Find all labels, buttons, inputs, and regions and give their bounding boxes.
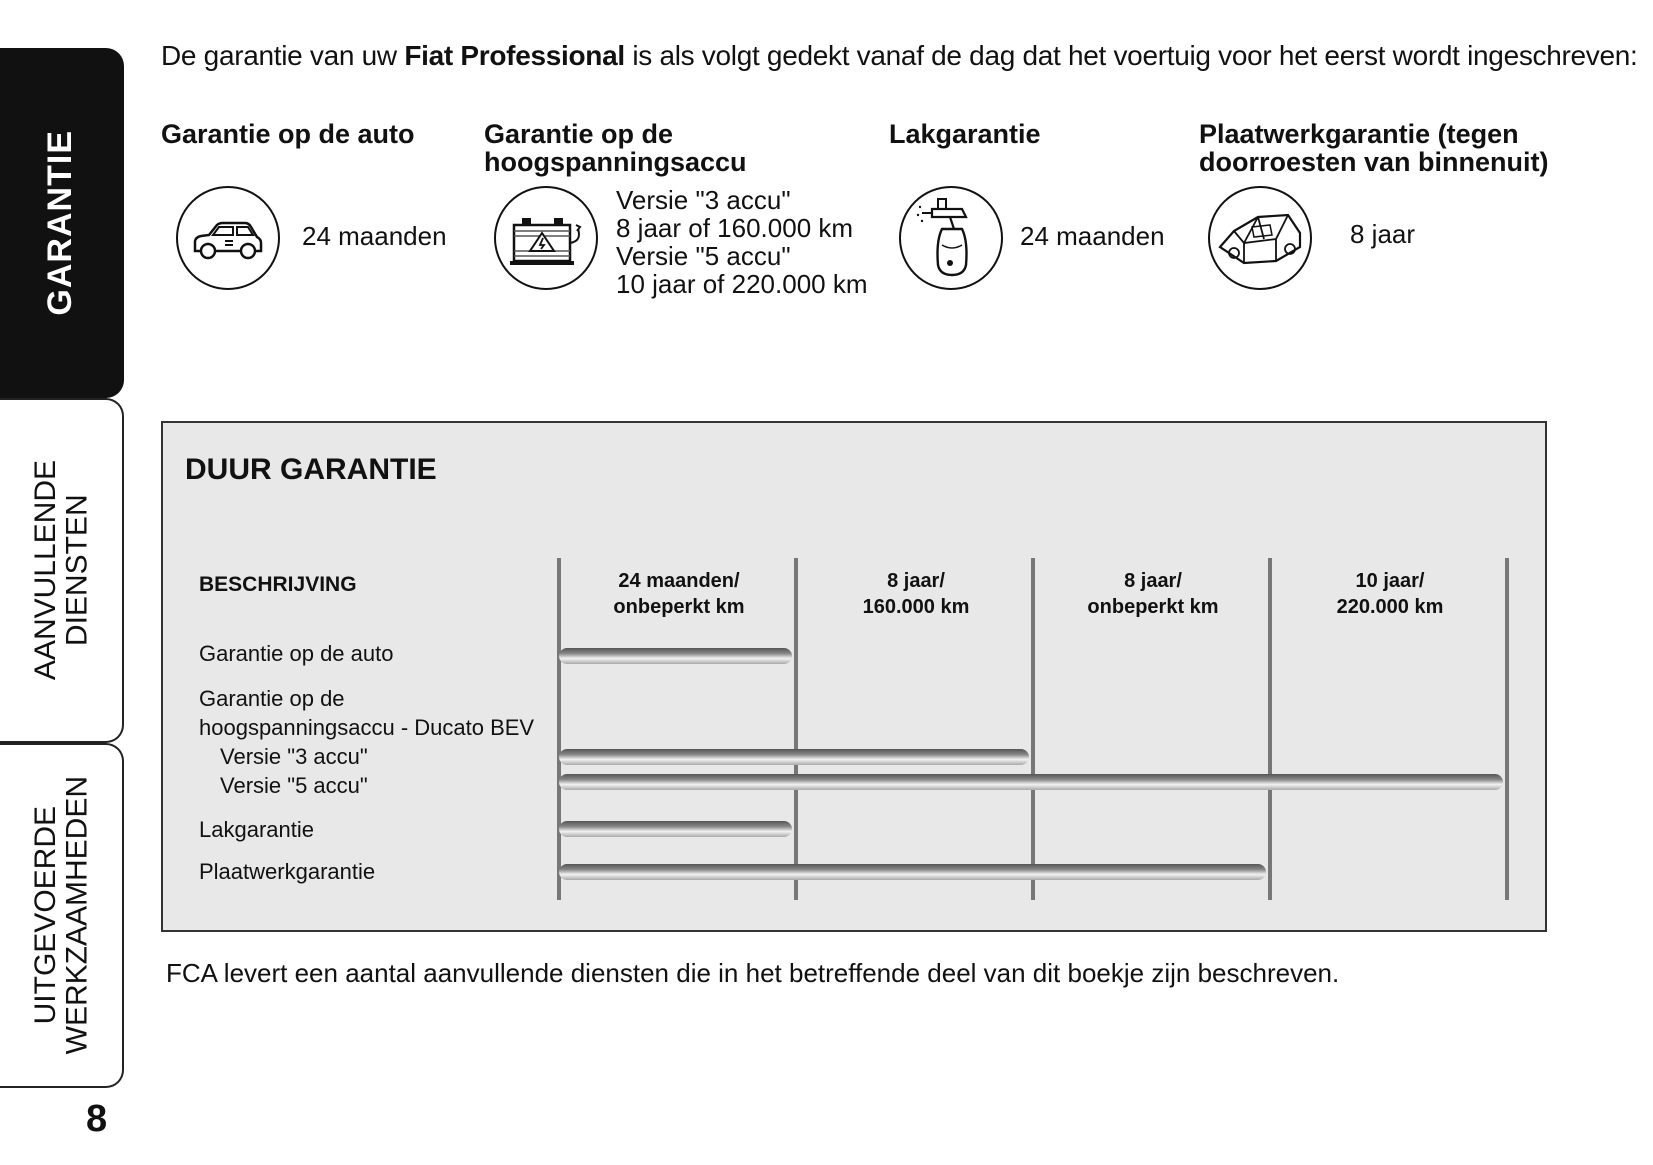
warranty-plaatwerk-value: 8 jaar	[1350, 219, 1416, 249]
tab-aanvullende-diensten-label: AANVULLENDE DIENSTEN	[28, 460, 93, 681]
footer-note: FCA levert een aantal aanvullende diensten die in het betreffende deel van dit boekje zijn beschreven.	[166, 958, 1340, 988]
tab-aanvullende-diensten[interactable]	[0, 398, 124, 743]
row-label-lakgarantie: Lakgarantie	[199, 817, 314, 842]
duration-title: DUUR GARANTIE	[185, 453, 437, 486]
duration-bar-auto	[559, 648, 792, 664]
tab-garantie[interactable]	[0, 48, 124, 398]
column-header: 8 jaar/ onbeperkt km	[1087, 570, 1219, 618]
warranty-lak	[889, 120, 1041, 148]
row-label-versie-3-accu: Versie "3 accu"	[220, 744, 368, 769]
column-header: 10 jaar/ 220.000 km	[1336, 570, 1444, 618]
spray-gun-icon	[899, 186, 1003, 290]
warranty-auto-value: 24 maanden	[302, 221, 447, 251]
column-header: 24 maanden/ onbeperkt km	[613, 570, 745, 618]
row-label-auto: Garantie op de auto	[199, 641, 394, 666]
column-header: 8 jaar/ 160.000 km	[862, 570, 970, 618]
warranty-plaatwerk	[1199, 120, 1549, 176]
battery-icon	[494, 186, 598, 290]
row-label-plaatwerkgarantie: Plaatwerkgarantie	[199, 859, 376, 884]
brand-name: Fiat Professional	[404, 40, 625, 71]
duration-table	[161, 421, 1547, 932]
row-label-versie-5-accu: Versie "5 accu"	[220, 773, 368, 798]
description-header: BESCHRIJVING	[199, 573, 357, 596]
warranty-lak-value: 24 maanden	[1020, 221, 1165, 251]
tab-garantie-label: GARANTIE	[41, 130, 80, 316]
warranty-hoogspanningsaccu	[484, 120, 747, 176]
warranty-hoogspanningsaccu-value: Versie "3 accu" 8 jaar of 160.000 km Versie "5 accu" 10 jaar of 220.000 km	[616, 185, 868, 299]
tab-uitgevoerde-werkzaamheden-label: UITGEVOERDE WERKZAAMHEDEN	[28, 776, 93, 1055]
intro-text: De garantie van uw Fiat Professional is als volgt gedekt vanaf de dag dat het voertuig voor het eerst wordt ingeschreven:	[161, 40, 1638, 71]
warranty-title: Garantie op de auto	[161, 119, 415, 149]
tab-uitgevoerde-werkzaamheden[interactable]	[0, 743, 124, 1088]
car-icon	[176, 186, 280, 290]
duration-bar-plaat	[559, 864, 1266, 880]
warranty-title: Lakgarantie	[889, 119, 1041, 149]
page-number: 8	[86, 1098, 108, 1140]
duration-bar-v5	[559, 774, 1503, 790]
row-label-hoogspanningsaccu: Garantie op de hoogspanningsaccu - Ducato BEV	[199, 686, 535, 740]
car-body-icon	[1208, 186, 1312, 290]
warranty-title: Plaatwerkgarantie (tegen doorroesten van binnenuit)	[1199, 119, 1549, 177]
duration-bar-lak	[559, 821, 792, 837]
warranty-auto	[161, 120, 415, 148]
duration-bar-v3	[559, 749, 1029, 765]
warranty-title: Garantie op de hoogspanningsaccu	[484, 119, 747, 177]
